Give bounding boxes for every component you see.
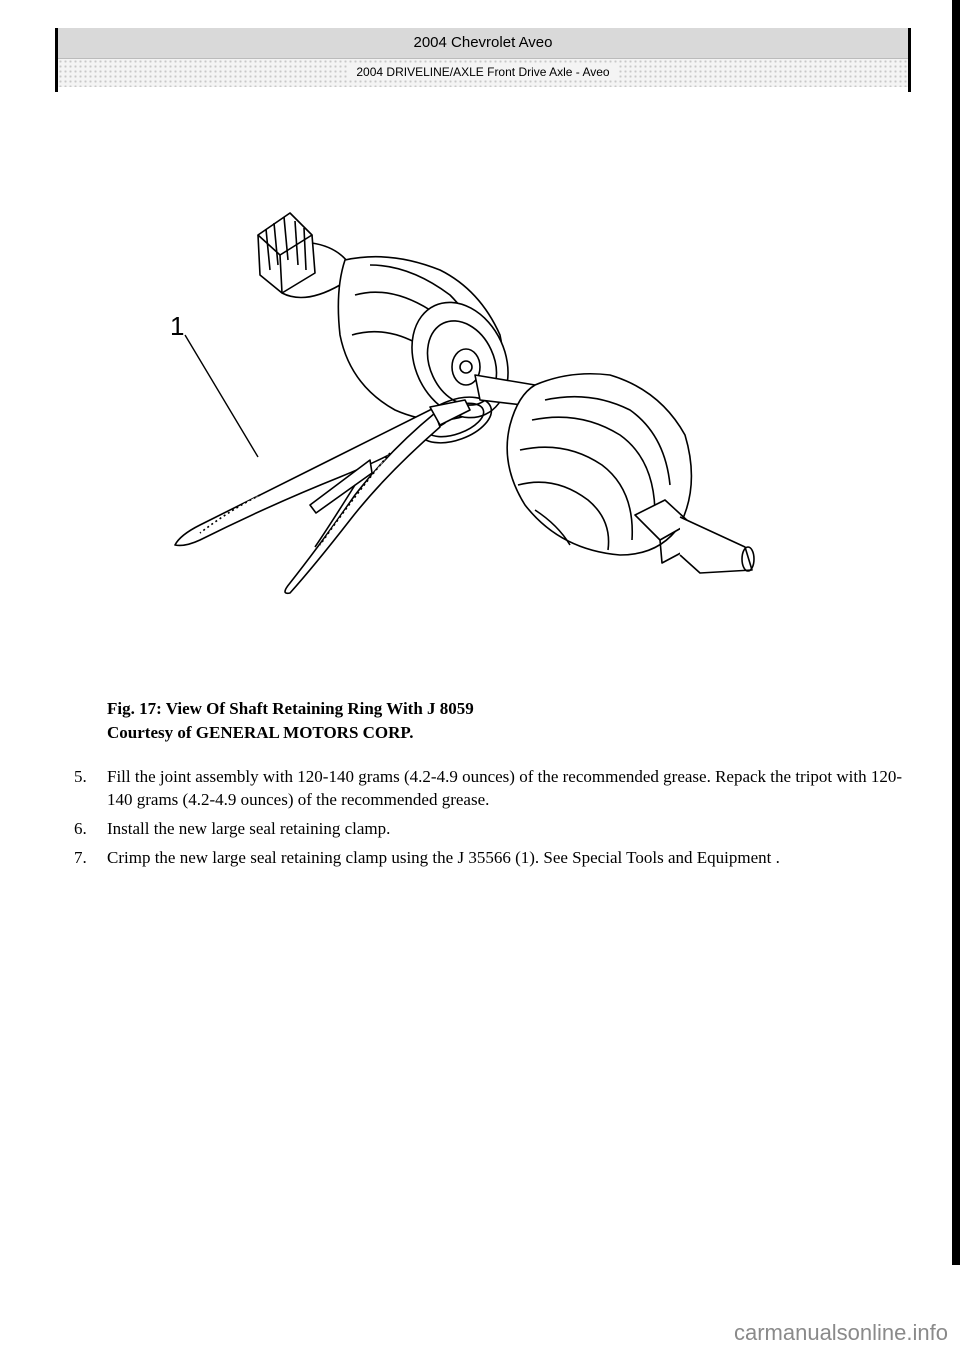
page-header bbox=[55, 28, 911, 92]
caption-title: Fig. 17: View Of Shaft Retaining Ring With J 8059 bbox=[107, 699, 474, 718]
header-subtitle: 2004 DRIVELINE/AXLE Front Drive Axle - Aveo bbox=[348, 65, 617, 79]
axle-illustration bbox=[140, 195, 780, 625]
step-7 bbox=[74, 846, 904, 869]
header-subtitle-row bbox=[58, 59, 908, 87]
right-edge-bar bbox=[952, 0, 960, 1265]
step-number: 5. bbox=[74, 767, 87, 786]
step-number: 6. bbox=[74, 819, 87, 838]
callout-leader-line bbox=[185, 335, 258, 457]
spline-shaft-end bbox=[258, 213, 350, 298]
step-5 bbox=[74, 765, 904, 811]
step-text: Fill the joint assembly with 120-140 grams (4.2-4.9 ounces) of the recommended grease. Repack the tripot with 120-140 grams (4.2-4.9 ounces) of the recommended grease. bbox=[107, 767, 903, 809]
step-6 bbox=[74, 817, 904, 840]
axle-drawing bbox=[140, 195, 780, 625]
step-text: Crimp the new large seal retaining clamp using the J 35566 (1). See Special Tools and Equipment . bbox=[107, 848, 780, 867]
procedure-steps bbox=[74, 765, 904, 875]
callout-number: 1 bbox=[170, 311, 185, 341]
header-title: 2004 Chevrolet Aveo bbox=[58, 28, 908, 59]
figure-caption bbox=[107, 697, 474, 745]
step-number: 7. bbox=[74, 848, 87, 867]
site-watermark: carmanualsonline.info bbox=[733, 1320, 948, 1345]
caption-credit: Courtesy of GENERAL MOTORS CORP. bbox=[107, 723, 414, 742]
snap-ring-pliers bbox=[175, 400, 470, 593]
step-text: Install the new large seal retaining clamp. bbox=[107, 819, 391, 838]
